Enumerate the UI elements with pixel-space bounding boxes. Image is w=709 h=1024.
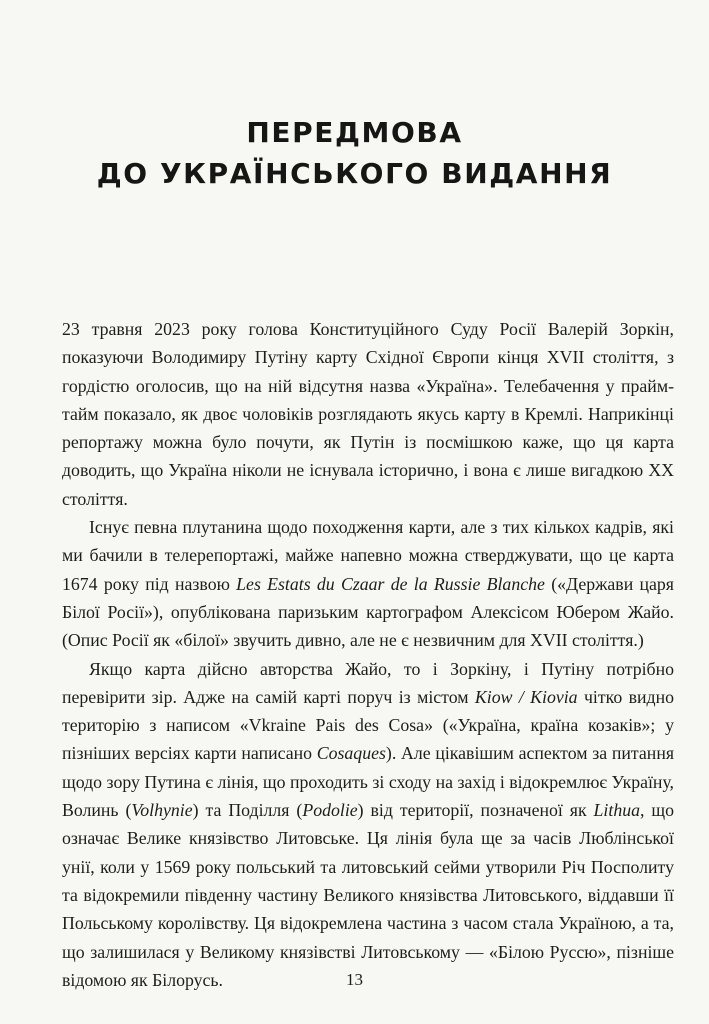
text-segment: («Держави царя Білої Росії»), опублікована паризьким картографом Алексісом Юбером Жайо. (Опис Росії як «білої» звучить дивно, але не є незвичним для XVII століття.) (62, 573, 674, 651)
italic-map-title: Les Estats du Czaar de la Russie Blanche (236, 573, 545, 594)
text-segment: Якщо карта дійсно авторства Жайо, то і Зоркіну, і Путіну потрібно перевірити зір. Адже на самій карті поруч із містом (62, 658, 674, 707)
italic-place-name: Kiow / Kiovia (474, 686, 578, 707)
text-segment: 23 травня 2023 року голова Конституційного Суду Росії Валерій Зоркін, показуючи Володимиру Путіну карту Східної Європи кінця XVII століття, з гордістю оголосив, що на ній відсутня назва «Україна». Телебачення у прайм-тайм показало, як двоє чоловіків розглядають якусь карту в Кремлі. Наприкінці репортажу можна було почути, як Путін із посмішкою каже, що ця карта доводить, що Україна ніколи не існувала історично, і вона є лише вигадкою XX століття. (62, 319, 674, 509)
body-text (62, 315, 674, 994)
page-number: 13 (346, 970, 363, 989)
text-segment: , що означає Велике князівство Литовське. Ця лінія була ще за часів Люблінської унії, коли у 1569 року польський та литовський сейми утворили Річ Посполиту та відокремили південну частину Великого князівства Литовського, віддавши її Польському королівству. Ця відокремлена частина з часом стала Україною, а та, що залишилася у Великому князівстві Литовському — «Білою Руссю», пізніше відомою як Білорусь. (62, 800, 674, 990)
title-line-2: ДО УКРАЇНСЬКОГО ВИДАННЯ (96, 157, 613, 190)
paragraph-1 (62, 315, 674, 513)
text-segment: чітко видно територію з написом «Vkraine Pais des Cosa» («Україна, країна козаків»; у пізніших версіях карти написано (62, 686, 675, 764)
italic-place-name: Cosaques (316, 743, 386, 764)
italic-place-name: Lithua (593, 800, 640, 821)
text-segment: ) та Поділля ( (192, 800, 303, 821)
paragraph-3 (62, 655, 674, 995)
text-segment: ) від території, позначеної як (357, 800, 594, 821)
title-line-1: ПЕРЕДМОВА (246, 116, 463, 149)
page-title (0, 112, 709, 194)
text-segment: ). Але цікавішим аспектом за питання щодо зору Путина є лінія, що проходить зі сходу на захід і відокремлює Україну, Волинь ( (62, 743, 675, 821)
italic-place-name: Podolie (302, 800, 358, 821)
text-segment: Існує певна плутанина щодо походження карти, але з тих кількох кадрів, які ми бачили в телерепортажі, майже напевно можна стверджувати, що це карта 1674 року під назвою (62, 517, 674, 594)
paragraph-2 (62, 513, 674, 654)
italic-place-name: Volhynie (131, 800, 193, 821)
